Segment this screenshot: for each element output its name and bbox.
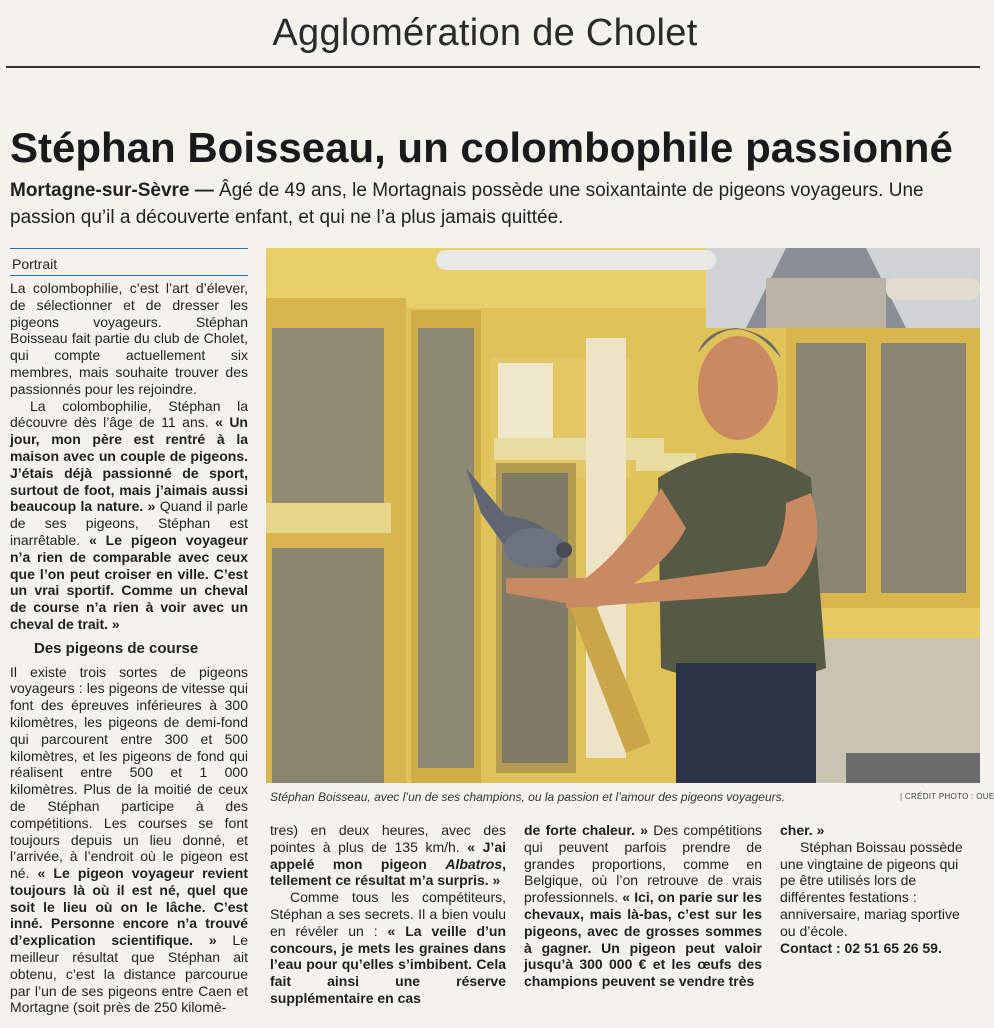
- article-photo: [266, 248, 980, 783]
- col1-paragraph-3: [10, 664, 248, 1017]
- col2-p1-quote-end: , tellement ce résultat m’a surpris. »: [270, 855, 506, 889]
- article-lead: [10, 177, 970, 231]
- col1-p2-text2: Quand il parle de ses pigeons, Stéphan est inarrêtable.: [10, 498, 248, 548]
- col4-paragraph-2: Stéphan Boissau possède une vingtaine de pigeons qui pe être utilisés lors de différentes festations : anniversaire, mariag sportive ou d’école.: [780, 838, 963, 939]
- subheading: Des pigeons de course: [34, 639, 199, 657]
- article-headline: Stéphan Boisseau, un colombophile passionné: [10, 124, 953, 171]
- col4-paragraph-1: cher. »: [780, 822, 825, 838]
- col2-p1-pigeon-name: Albatros: [445, 855, 503, 872]
- column-2: [270, 822, 506, 1007]
- col2-paragraph-2: [270, 889, 506, 1007]
- pigeon-loft-photo: [266, 248, 980, 783]
- col2-p1-quote: « J’ai appelé mon pigeon: [270, 838, 507, 872]
- section-title: Agglomération de Cholet: [272, 12, 698, 54]
- col3-p1-quote-end: de forte chaleur. »: [524, 822, 648, 838]
- photo-caption: Stéphan Boisseau, avec l’un de ses champions, ou la passion et l’amour des pigeons voyageurs.: [270, 790, 785, 804]
- column-1: [10, 280, 248, 1016]
- lead-place: Mortagne-sur-Sèvre —: [10, 180, 214, 201]
- col1-paragraph-2: [10, 398, 248, 633]
- column-3: [524, 822, 762, 990]
- rubric-rule-bottom: [10, 275, 248, 276]
- col2-p1-text: tres) en deux heures, avec des pointes à plus de 135 km/h.: [270, 822, 506, 855]
- col3-p1-quote: « Ici, on parie sur les chevaux, mais là-bas, c’est sur les pigeons, avec de grosses sommes à gagner. Un pigeon peut valoir jusqu’à 300 000 € et les œufs des champions peuvent se vendre très: [524, 889, 762, 990]
- photo-credit: | CRÉDIT PHOTO : OUE: [900, 792, 994, 801]
- col1-paragraph-1: La colombophilie, c’est l’art d’élever, de sélectionner et de dresser les pigeons voyageurs. Stéphan Boisseau fait partie du club de Cholet, qui compte actuellement six membres, mais souhaite trouver des passionnés pour les rejoindre.: [10, 280, 248, 397]
- rubric-label: Portrait: [12, 256, 58, 272]
- col3-paragraph-1: [524, 822, 762, 990]
- contact-line: Contact : 02 51 65 26 59.: [780, 939, 942, 956]
- column-4: [780, 822, 976, 956]
- col1-p3-quote: « Le pigeon voyageur revient toujours là où il est né, quel que soit le lieu où on le lâche. C’est inné. Personne encore n’a trouvé d’explication scientifique. »: [10, 865, 248, 949]
- col2-paragraph-1: [270, 822, 506, 889]
- col1-p3-text: Il existe trois sortes de pigeons voyageurs : les pigeons de vitesse qui font des épreuves inférieures à 300 kilomètres, les pigeons de demi-fond qui parcourent entre 300 et 500 kilomètres, et les pigeons de fond qui réalisent entre 500 et 1 000 kilomètres. Plus de la moitié de ceux de Stéphan participe à des compétitions. Les courses se font toujours depuis un lieu donné, et l’arrivée, à l’endroit où le pigeon est né.: [10, 663, 248, 882]
- col1-p2-quote: « Un jour, mon père est rentré à la maison avec un couple de pigeons. J’étais déjà passionné de sport, surtout de foot, mais j’aimais aussi beaucoup la nature. »: [10, 414, 248, 515]
- col1-p3-text2: Le meilleur résultat que Stéphan ait obtenu, c’est la distance parcourue par l’un de ses pigeons entre Caen et Mortagne (soit près de 250 kilomè-: [10, 932, 248, 1016]
- col2-p2-text: Comme tous les compétiteurs, Stéphan a ses secrets. Il a bien voulu en révéler un :: [270, 889, 506, 939]
- col1-p2-quote2: « Le pigeon voyageur n’a rien de comparable avec ceux que l’on peut croiser en ville. C’est un vrai sportif. Comme un cheval de course n’a rien à voir avec un cheval de trait. »: [10, 531, 248, 632]
- section-rule: [6, 66, 980, 68]
- rubric-rule-top: [10, 248, 248, 249]
- col2-p2-quote: « La veille d’un concours, je mets les graines dans l’eau pour qu’elles s’imbibent. Cela fait ainsi une réserve supplémentaire en cas: [270, 922, 506, 1006]
- col3-p1-text: Des compétitions qui peuvent parfois prendre de grandes proportions, comme en Belgique, où l’on retrouve de vrais professionnels.: [524, 822, 762, 906]
- lead-text: Âgé de 49 ans, le Mortagnais possède une soixantainte de pigeons voyageurs. Une passion qu’il a découverte enfant, et qui ne l’a plus jamais quittée.: [10, 180, 924, 228]
- col1-p2-text: La colombophilie, Stéphan la découvre dès l’âge de 11 ans.: [10, 397, 248, 431]
